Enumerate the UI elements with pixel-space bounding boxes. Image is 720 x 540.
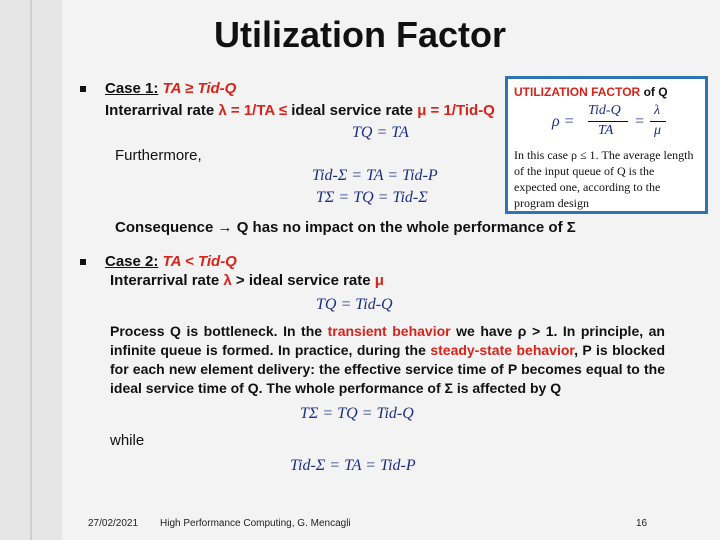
box-equals: = [634, 113, 645, 130]
case2-paragraph [110, 322, 665, 398]
box-body: In this case ρ ≤ 1. The average length of the input queue of Q is the expected one, according to the program design [514, 148, 694, 210]
case1-line1-a: Interarrival rate [105, 102, 215, 119]
case1-line1 [105, 102, 495, 119]
para-part3: , P is blocked for each new element delivery: the effective service time of P becomes equal to the ideal service time of Q. The whole performance of Σ is affected by Q [110, 342, 665, 396]
case2-lambda: λ [223, 272, 232, 289]
case2-eq2: TΣ = TQ = Tid-Q [300, 405, 414, 422]
case2-eq3: Tid-Σ = TA = Tid-P [290, 457, 416, 474]
case1-eq2: Tid-Σ = TA = Tid-P [312, 167, 438, 184]
para-part1: Process Q is bottleneck. In the [110, 323, 328, 339]
case1-furthermore: Furthermore, [115, 147, 202, 164]
case2-heading [105, 253, 237, 270]
case1-line1-b: ideal service rate [291, 102, 414, 119]
box-num2: λ [654, 103, 661, 118]
box-den2: μ [654, 123, 662, 138]
case1-eq1: TQ = TA [352, 124, 409, 141]
para-transient: transient behavior [327, 323, 451, 339]
case2-condition: TA < Tid-Q [162, 253, 237, 270]
box-heading-red: UTILIZATION FACTOR [514, 85, 641, 99]
box-fraction-bar2 [650, 121, 666, 122]
box-num1: Tid-Q [588, 103, 621, 118]
case2-label: Case 2: [105, 253, 159, 270]
box-den1: TA [598, 123, 614, 138]
footer-date: 27/02/2021 [88, 518, 139, 529]
box-heading [514, 85, 668, 99]
case2-line1 [110, 272, 384, 289]
footer-course: High Performance Computing, G. Mencagli [160, 518, 351, 529]
case1-heading [105, 80, 236, 97]
left-decorative-bar [0, 0, 62, 540]
footer-page-number: 16 [636, 518, 648, 529]
box-rho: ρ = [552, 113, 575, 130]
box-fraction-bar1 [588, 121, 628, 122]
bullet-case2 [80, 259, 86, 265]
case1-consequence: Consequence → Q has no impact on the whole performance of Σ [115, 219, 576, 236]
case1-condition: TA ≥ Tid-Q [162, 80, 237, 97]
case1-label: Case 1: [105, 80, 159, 97]
para-steady-state: steady-state behavior [430, 342, 575, 358]
bullet-case1 [80, 86, 86, 92]
case1-line1-mu: μ = 1/Tid-Q [417, 102, 495, 119]
case2-while: while [110, 432, 145, 449]
case2-eq1: TQ = Tid-Q [316, 296, 393, 313]
slide-title: Utilization Factor [213, 14, 506, 55]
para-part2: we have ρ > 1. In principle, an infinite queue is formed. In practice, during the [110, 323, 665, 358]
utilization-factor-box [505, 76, 708, 214]
box-heading-black: of Q [643, 85, 668, 99]
case2-mu: μ [374, 272, 384, 289]
case1-eq3: TΣ = TQ = Tid-Σ [316, 189, 428, 206]
case2-line1-a: Interarrival rate [110, 272, 220, 289]
left-bar-line [30, 0, 32, 540]
case2-line1-b: > ideal service rate [235, 272, 371, 289]
case1-line1-lambda: λ = 1/TA ≤ [218, 102, 288, 119]
